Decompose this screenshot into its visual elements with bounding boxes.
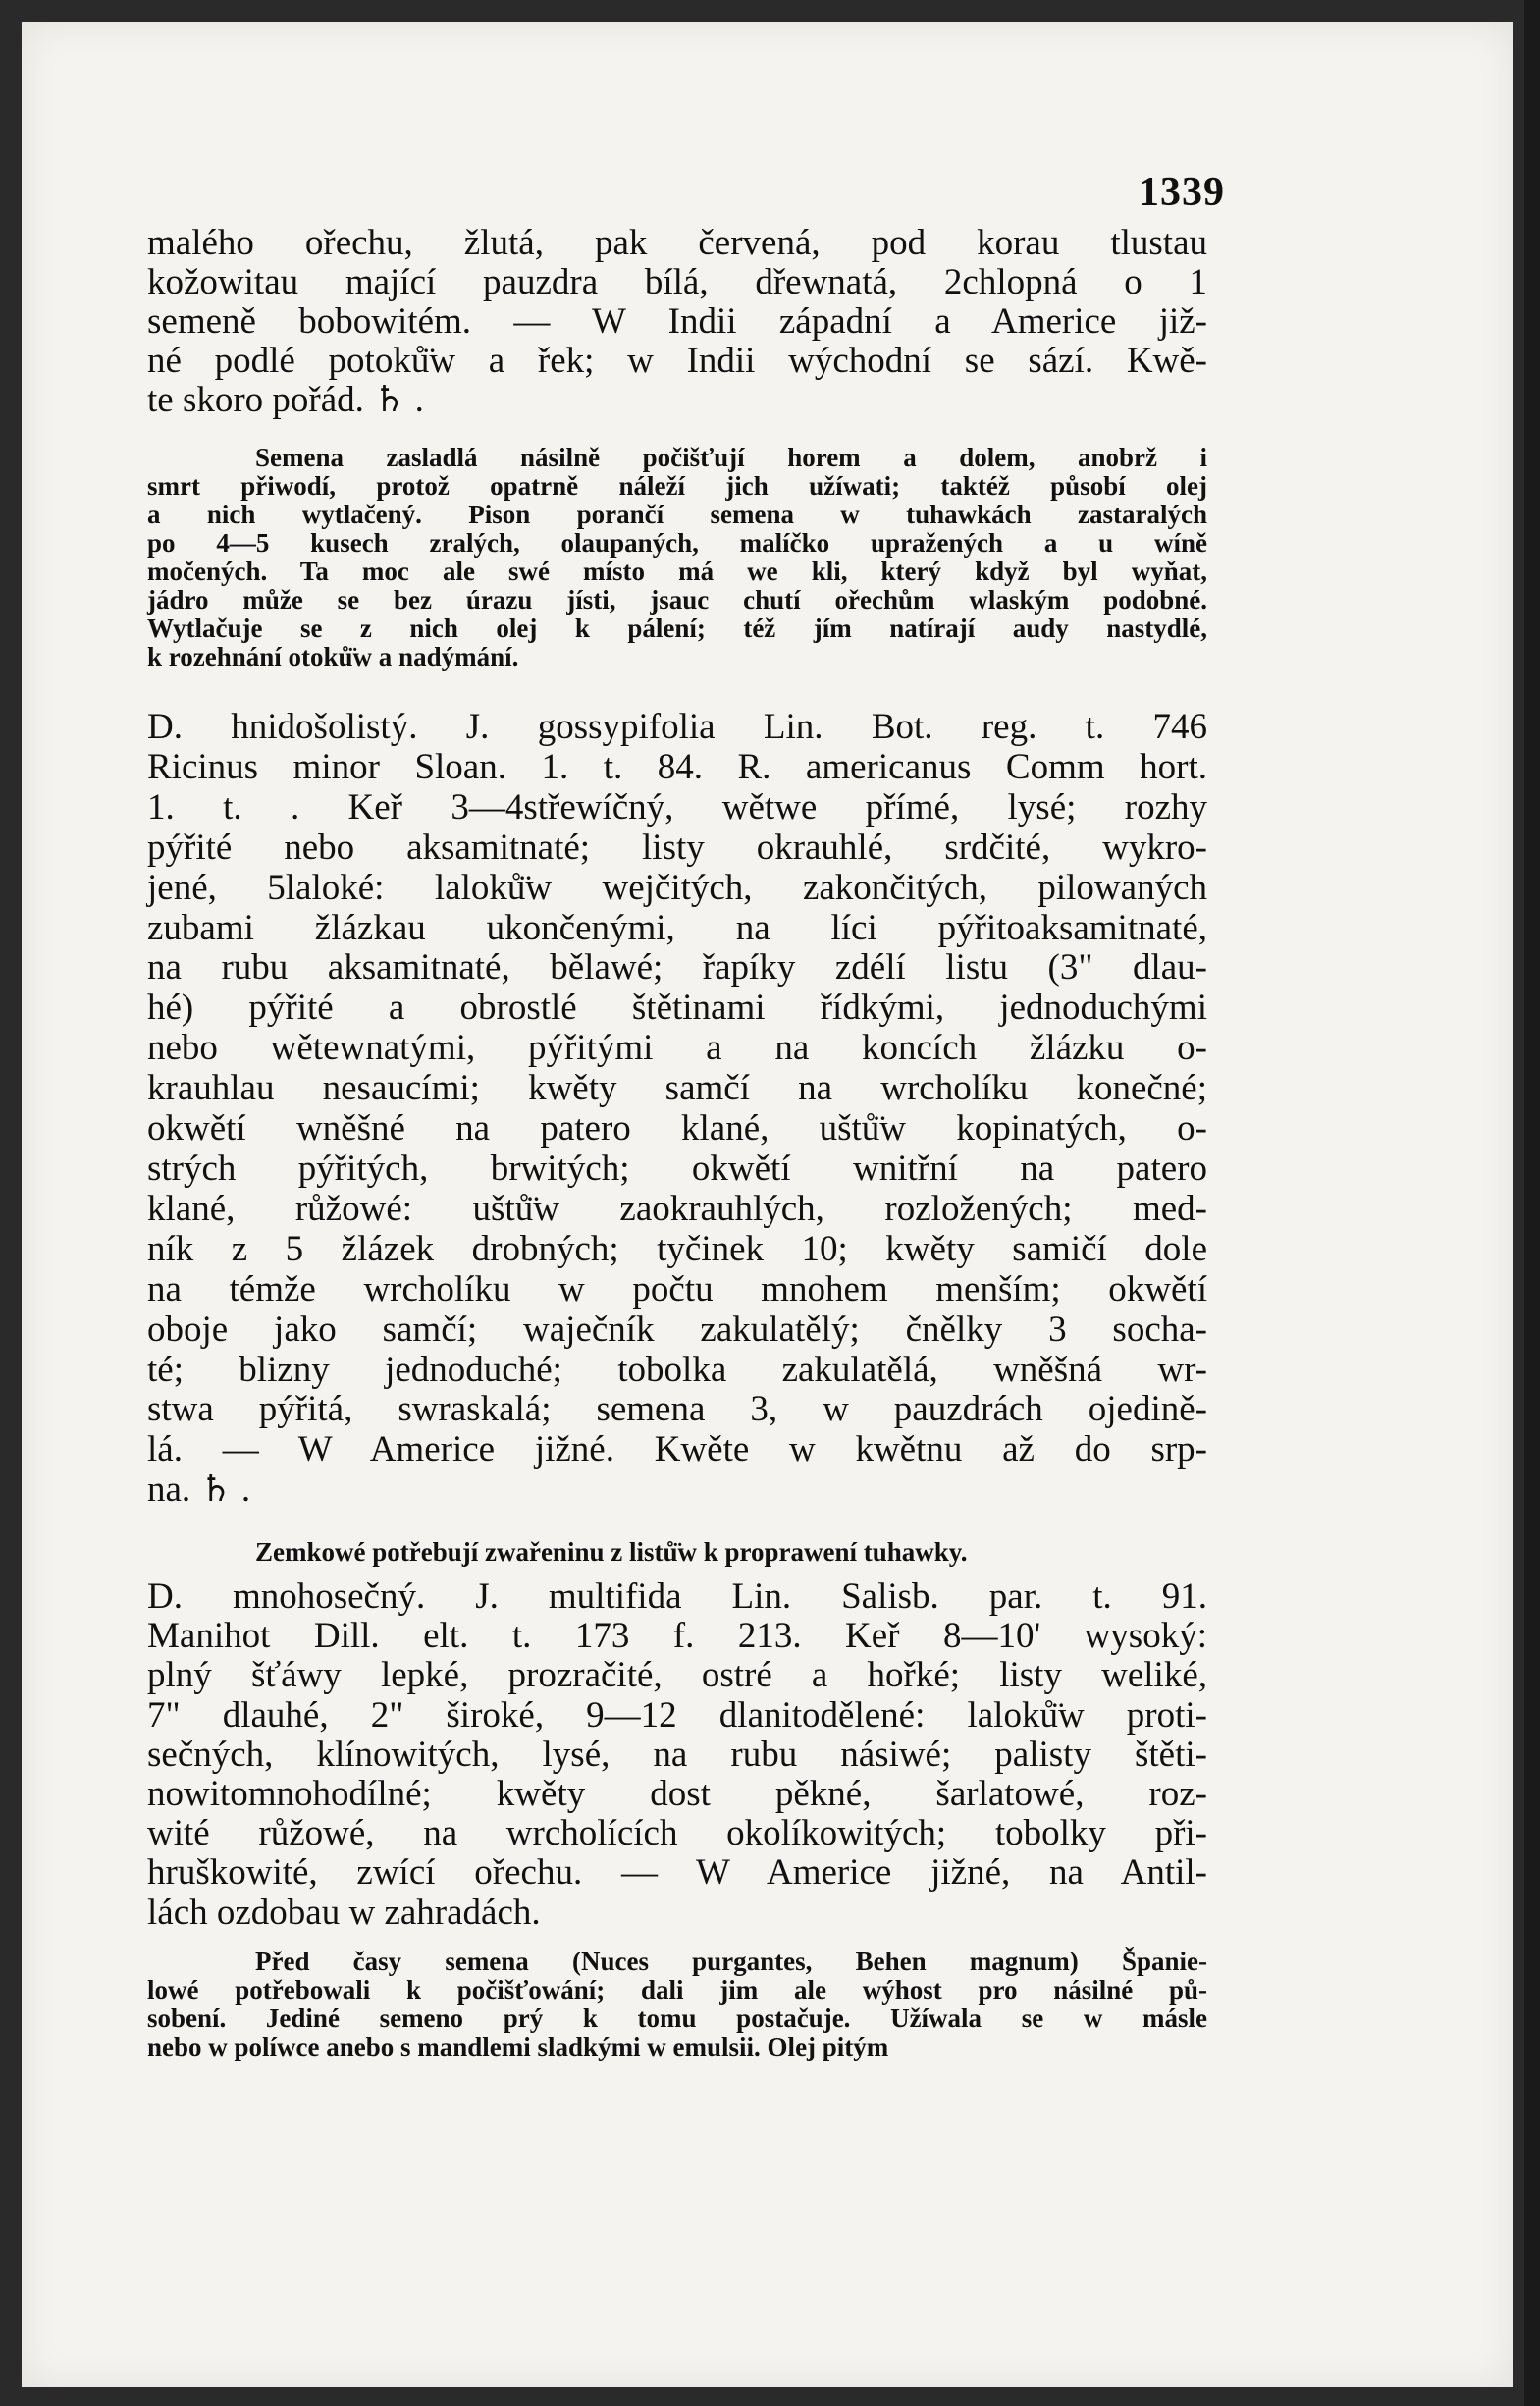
text-line: 1. t. . Keř 3—4střewíčný, wětwe přímé, lysé; rozhy	[147, 786, 1207, 828]
text-line: wité růžowé, na wrcholících okolíkowitých; tobolky při-	[147, 1813, 1207, 1854]
text-line: Zemkowé potřebují zwařeninu z listů̈w k proprawení tuhawky.	[255, 1537, 968, 1567]
text-line: te skoro pořád. ♄ .	[147, 380, 424, 420]
text-line: oboje jako samčí; waječník zakulatělý; čnělky 3 socha-	[147, 1309, 1207, 1350]
text-line: hruškowité, zwící ořechu. — W Americe jižné, na Antil-	[147, 1852, 1207, 1894]
text-line: na rubu aksamitnaté, bělawé; řapíky zdélí listu (3" dlau-	[147, 947, 1207, 989]
text-line: močených. Ta moc ale swé místo má we kli, který když byl wyňat,	[147, 557, 1207, 586]
body-paragraph	[147, 1577, 1207, 1933]
text-line: k rozehnání otoků̈w a nadýmání.	[147, 642, 519, 671]
text-line: lách ozdobau w zahradách.	[147, 1892, 541, 1933]
text-line: na. ♄ .	[147, 1470, 251, 1511]
book-edge-shadow	[1524, 0, 1540, 2406]
footnote-paragraph	[147, 1948, 1207, 2061]
text-line: Ricinus minor Sloan. 1. t. 84. R. americanus Comm hort.	[147, 746, 1207, 787]
text-line: a nich wytlačený. Pison porančí semena w tuhawkách zastaralých	[147, 500, 1207, 529]
footnote-paragraph	[147, 444, 1207, 671]
text-line: zubami žlázkau ukončenými, na líci pýřitoaksamitnaté,	[147, 907, 1207, 948]
text-line: D. hnidošolistý. J. gossypifolia Lin. Bot. reg. t. 746	[147, 707, 1207, 747]
text-line: nebo w políwce anebo s mandlemi sladkými w emulsii. Olej pitým	[147, 2032, 889, 2061]
text-line: klané, růžowé: uštů̈w zaokrauhlých, rozložených; med-	[147, 1188, 1207, 1229]
text-line: té; blizny jednoduché; tobolka zakulatělá, wněšná wr-	[147, 1349, 1207, 1390]
text-line: Wytlačuje se z nich olej k pálení; též jím natírají audy nastydlé,	[147, 614, 1207, 643]
text-line: okwětí wněšné na patero klané, uštů̈w kopinatých, o-	[147, 1108, 1207, 1150]
text-line: lowé potřebowali k počišťowání; dali jim ale wýhost pro násilné pů-	[147, 1975, 1207, 2005]
text-line: po 4—5 kusech zralých, olaupaných, malíčko upražených a u wíně	[147, 528, 1207, 558]
text-line: jené, 5laloké: laloků̈w wejčitých, zakončitých, pilowaných	[147, 867, 1207, 908]
text-line: 7" dlauhé, 2" široké, 9—12 dlanitodělené: laloků̈w proti-	[147, 1694, 1207, 1736]
text-line: plný šťáwy lepké, prozračité, ostré a hořké; listy weliké,	[147, 1655, 1207, 1696]
text-line: hé) pýřité a obrostlé štětinami řídkými, jednoduchými	[147, 988, 1207, 1029]
text-line: jádro může se bez úrazu jísti, jsauc chutí ořechům wlaským podobné.	[147, 585, 1207, 615]
page-number: 1339	[1139, 170, 1225, 215]
text-line: malého ořechu, žlutá, pak červená, pod korau tlustau	[147, 223, 1207, 263]
text-line: stwa pýřitá, swraskalá; semena 3, w pauzdrách ojedině-	[147, 1389, 1207, 1430]
text-line: lá. — W Americe jižné. Kwěte w kwětnu až do srp-	[147, 1429, 1207, 1470]
text-line: ník z 5 žlázek drobných; tyčinek 10; kwěty samičí dole	[147, 1228, 1207, 1269]
text-line: semeně bobowitém. — W Indii západní a Americe již-	[147, 301, 1207, 342]
text-line: pýřité nebo aksamitnaté; listy okrauhlé, srdčité, wykro-	[147, 827, 1207, 868]
text-line: kožowitau mající pauzdra bílá, dřewnatá, 2chlopná o 1	[147, 262, 1207, 302]
footnote-paragraph	[147, 1538, 1207, 1567]
text-line: né podlé potoků̈w a řek; w Indii wýchodní se sází. Kwě-	[147, 341, 1207, 381]
text-line: smrt přiwodí, protož opatrně náleží jich užíwati; taktéž působí olej	[147, 471, 1207, 501]
text-line: strých pýřitých, brwitých; okwětí wnitřní na patero	[147, 1148, 1207, 1189]
text-line: na témže wrcholíku w počtu mnohem menším; okwětí	[147, 1268, 1207, 1310]
text-line: Semena zasladlá násilně počišťují horem a dolem, anobrž i	[255, 443, 1207, 472]
text-line: D. mnohosečný. J. multifida Lin. Salisb. par. t. 91.	[147, 1577, 1207, 1617]
text-line: sobení. Jediné semeno prý k tomu postačuje. Užíwala se w másle	[147, 2004, 1207, 2033]
text-line: nebo wětewnatými, pýřitými a na koncích žlázku o-	[147, 1028, 1207, 1069]
text-line: krauhlau nesaucími; kwěty samčí na wrcholíku konečné;	[147, 1068, 1207, 1109]
text-line: Před časy semena (Nuces purgantes, Behen magnum) Španie-	[255, 1947, 1207, 1976]
body-paragraph	[147, 708, 1207, 1511]
body-paragraph	[147, 224, 1207, 420]
text-line: sečných, klínowitých, lysé, na rubu násiwé; palisty štěti-	[147, 1734, 1207, 1775]
text-line: Manihot Dill. elt. t. 173 f. 213. Keř 8—10' wysoký:	[147, 1616, 1207, 1657]
text-line: nowitomnohodílné; kwěty dost pěkné, šarlatowé, roz-	[147, 1774, 1207, 1815]
